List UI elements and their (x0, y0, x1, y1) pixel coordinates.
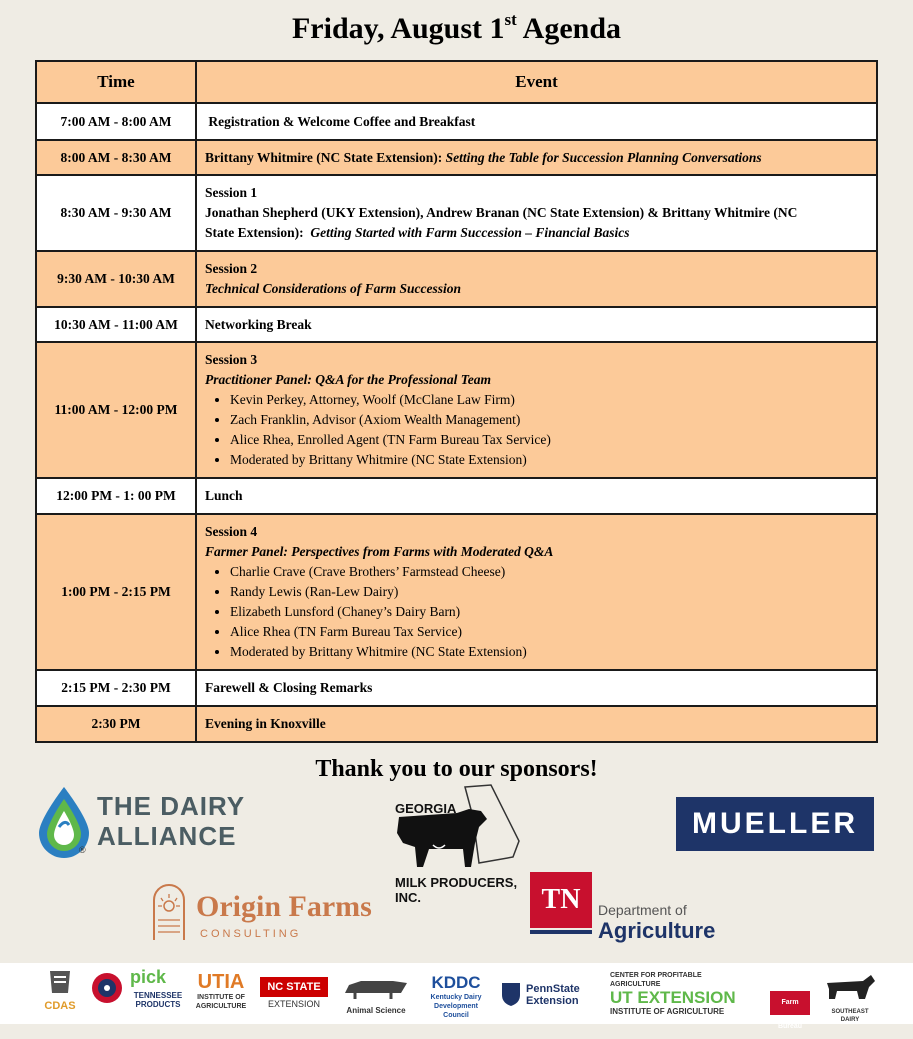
georgia-label: GEORGIA (395, 801, 457, 816)
time-header: Time (36, 61, 196, 103)
event-cell (196, 514, 877, 670)
penn-shield-icon (500, 981, 522, 1007)
agenda-row (36, 175, 877, 251)
event-cell (196, 342, 877, 478)
event-line (205, 678, 868, 698)
speaker-item: • Moderated by Brittany Whitmire (NC State Extension) (230, 642, 868, 662)
tn-department: Department of (598, 902, 687, 918)
event-line (205, 522, 868, 542)
event-text: Registration & Welcome Coffee and Breakfast (205, 113, 476, 129)
speaker-item: • Zach Franklin, Advisor (Axiom Wealth Management) (230, 410, 868, 430)
event-text: Evening in Knoxville (205, 716, 326, 731)
utia-logo: UTIA INSTITUTE OF AGRICULTURE (195, 971, 247, 1010)
agenda-row (36, 706, 877, 742)
sunrise-arch-icon (150, 880, 188, 942)
speaker-item: • Moderated by Brittany Whitmire (NC State Extension) (230, 450, 868, 470)
event-title: Getting Started with Farm Succession – Financial Basics (310, 225, 630, 240)
page-title: Friday, August 1st Agenda (291, 10, 622, 45)
time-cell: 1:00 PM - 2:15 PM (36, 514, 196, 670)
tn-box: TN (530, 872, 592, 928)
event-text: Farewell & Closing Remarks (205, 680, 373, 695)
speaker-list (205, 390, 868, 470)
event-cell (196, 670, 877, 706)
milk-producers-label: MILK PRODUCERS, INC. (395, 875, 518, 905)
event-title: Practitioner Panel: Q&A for the Professional Team (205, 372, 492, 387)
event-line (205, 183, 868, 203)
event-cell (196, 140, 877, 175)
event-line (205, 259, 868, 279)
georgia-milk-logo (393, 783, 528, 905)
dairy-cow-icon (823, 969, 877, 1003)
cdas-icon (48, 969, 72, 995)
time-cell: 10:30 AM - 11:00 AM (36, 307, 196, 342)
event-text: Session 3 (205, 352, 258, 367)
event-title: Farmer Panel: Perspectives from Farms with Moderated Q&A (205, 544, 554, 559)
time-cell: 2:15 PM - 2:30 PM (36, 670, 196, 706)
speaker-item: • Alice Rhea, Enrolled Agent (TN Farm Bureau Tax Service) (230, 430, 868, 450)
tn-agriculture: Agriculture (598, 918, 716, 943)
kddc-logo: KDDC Kentucky Dairy Development Council (430, 973, 482, 1019)
event-cell (196, 103, 877, 140)
event-line (205, 486, 868, 506)
event-text: Session 4 (205, 524, 258, 539)
event-cell (196, 706, 877, 742)
time-cell: 9:30 AM - 10:30 AM (36, 251, 196, 307)
time-cell: 2:30 PM (36, 706, 196, 742)
event-cell (196, 251, 877, 307)
event-line (205, 370, 868, 390)
agenda-row (36, 140, 877, 175)
agenda-row (36, 103, 877, 140)
tn-circle-icon (90, 971, 124, 1005)
agenda-table (35, 60, 878, 743)
speaker-item: • Kevin Perkey, Attorney, Woolf (McClane Law Firm) (230, 390, 868, 410)
agenda-row (36, 514, 877, 670)
registered-mark: ® (79, 845, 86, 855)
event-cell (196, 478, 877, 514)
dairy-alliance-name-1: THE DAIRY (97, 791, 246, 821)
speaker-item: • Charlie Crave (Crave Brothers’ Farmstead Cheese) (230, 562, 868, 582)
event-text: Jonathan Shepherd (UKY Extension), Andrew Branan (NC State Extension) & Brittany Whitmire (NC (205, 205, 798, 220)
time-cell: 8:30 AM - 9:30 AM (36, 175, 196, 251)
footer-logos: CDAS pick TENNESSEE PRODUCTS UTIA INSTITUTE OF AGRICULTURE NC STATE EXTENSION Animal Science KDDC Kentucky Dairy Development Council PennState Extension CENTER FOR PROFITABLE AGRICULTURE UT EXTENSION INSTITUTE OF AGRICULTURE Farm Bureau SOUTHEAST DAIRY (0, 963, 913, 1024)
event-line (205, 203, 868, 223)
time-cell: 7:00 AM - 8:00 AM (36, 103, 196, 140)
agenda-row (36, 251, 877, 307)
agenda-row (36, 670, 877, 706)
event-text: Session 1 (205, 185, 258, 200)
speaker-item: • Alice Rhea (TN Farm Bureau Tax Service) (230, 622, 868, 642)
sponsors-heading: Thank you to our sponsors! (315, 756, 598, 782)
origin-farms-logo (150, 880, 390, 945)
time-cell: 12:00 PM - 1: 00 PM (36, 478, 196, 514)
event-title: Technical Considerations of Farm Succession (205, 281, 462, 296)
tn-underline (530, 930, 592, 934)
cdas-logo: CDAS (30, 969, 90, 1012)
event-line (205, 315, 868, 335)
event-text: Networking Break (205, 316, 312, 332)
agenda-row (36, 478, 877, 514)
speaker-item: • Randy Lewis (Ran-Lew Dairy) (230, 582, 868, 602)
origin-farms-name: Origin Farms (196, 890, 372, 923)
event-header: Event (196, 61, 877, 103)
event-line (205, 350, 868, 370)
event-cell (196, 307, 877, 342)
event-text: Session 2 (205, 261, 258, 276)
event-text: State Extension): (205, 225, 311, 240)
dairy-alliance-logo (35, 783, 275, 863)
agenda-row (36, 307, 877, 342)
event-line (205, 279, 868, 299)
nc-state-logo: NC STATE EXTENSION (260, 977, 328, 1011)
southeast-dairy-logo: SOUTHEAST DAIRY (822, 969, 878, 1024)
event-line (205, 223, 868, 243)
time-cell: 11:00 AM - 12:00 PM (36, 342, 196, 478)
event-text: Brittany Whitmire (NC State Extension): (205, 149, 446, 165)
tn-agriculture-logo (530, 872, 730, 944)
event-text: Lunch (205, 488, 243, 503)
speaker-list (205, 562, 868, 662)
event-title: Setting the Table for Succession Planning Conversations (445, 149, 762, 165)
event-line (205, 542, 868, 562)
ut-extension-logo: CENTER FOR PROFITABLE AGRICULTURE UT EXTENSION INSTITUTE OF AGRICULTURE (610, 972, 736, 1016)
event-cell (196, 175, 877, 251)
event-line (205, 714, 868, 734)
dairy-alliance-name-2: ALLIANCE (97, 821, 237, 851)
cattle-icon (341, 973, 411, 1001)
mueller-logo: MUELLER (676, 797, 874, 851)
origin-farms-sub: CONSULTING (200, 928, 302, 940)
farm-bureau-logo: Farm Bureau (770, 991, 810, 1015)
event-line (205, 148, 868, 168)
agenda-row (36, 342, 877, 478)
animal-science-logo: Animal Science (338, 973, 414, 1016)
time-cell: 8:00 AM - 8:30 AM (36, 140, 196, 175)
event-line (205, 112, 868, 132)
speaker-item: • Elizabeth Lunsford (Chaney’s Dairy Barn) (230, 602, 868, 622)
